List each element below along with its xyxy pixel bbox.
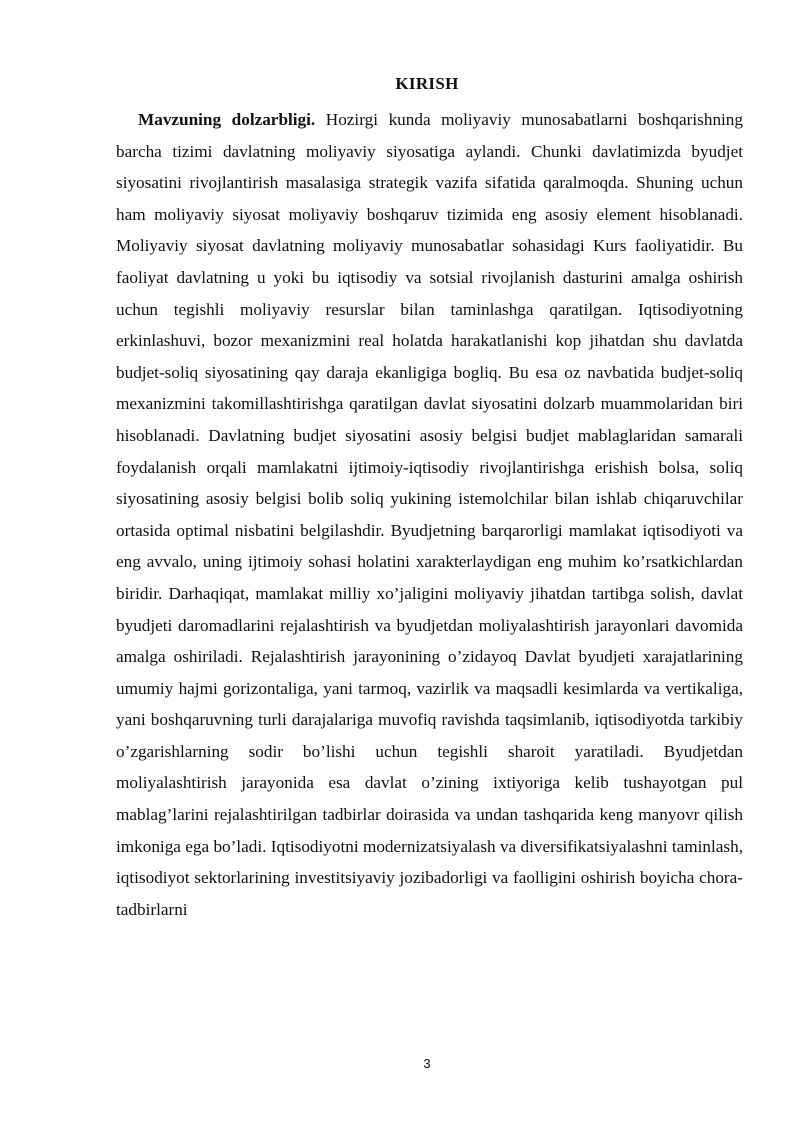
paragraph-lead: Mavzuning dolzarbligi. — [138, 110, 316, 129]
body-paragraph — [116, 104, 743, 925]
section-heading: KIRISH — [395, 74, 459, 93]
page-number: 3 — [423, 1056, 431, 1071]
paragraph-text: Hozirgi kunda moliyaviy munosabatlarni boshqarishning barcha tizimi davlatning moliyaviy siyosatiga aylandi. Chunki davlatimizda byudjet siyosatini rivojlantirish masalasiga strategik vazifa sifatida qaralmoqda. Shuning uchun ham moliyaviy siyosat moliyaviy boshqaruv tizimida eng asosiy element hisoblanadi. Moliyaviy siyosat davlatning moliyaviy munosabatlar sohasidagi Kurs faoliyatidir. Bu faoliyat davlatning u yoki bu iqtisodiy va sotsial rivojlanish dasturini amalga oshirish uchun tegishli moliyaviy resurslar bilan taminlashga qaratilgan. Iqtisodiyotning erkinlashuvi, bozor mexanizmini real holatda harakatlanishi kop jihatdan shu davlatda budjet-soliq siyosatining qay daraja ekanligiga bogliq. Bu esa oz navbatida budjet-soliq mexanizmini takomillashtirishga qaratilgan davlat siyosatini dolzarb muammolaridan biri hisoblanadi. Davlatning budjet siyosatini asosiy belgisi budjet mablaglaridan samarali foydalanish orqali mamlakatni ijtimoiy-iqtisodiy rivojlantirishga erishish bolsa, soliq siyosatining asosiy belgisi bolib soliq yukining istemolchilar bilan ishlab chiqaruvchilar ortasida optimal nisbatini belgilashdir. Byudjetning barqarorligi mamlakat iqtisodiyoti va eng avvalo, uning ijtimoiy sohasi holatini xarakterlaydigan eng muhim ko’rsatkichlardan biridir. Darhaqiqat, mamlakat milliy xo’jaligini moliyaviy jihatdan tartibga solish, davlat byudjeti daromadlarini rejalashtirish va byudjetdan moliyalashtirish jarayonlari davomida amalga oshiriladi. Rejalashtirish jarayonining o’zidayoq Davlat byudjeti xarajatlarining umumiy hajmi gorizontaliga, yani tarmoq, vazirlik va maqsadli kesimlarda va vertikaliga, yani boshqaruvning turli darajalariga muvofiq ravishda taqsimlanib, iqtisodiyotda tarkibiy o’zgarishlarning sodir bo’lishi uchun tegishli sharoit yaratiladi. Byudjetdan moliyalashtirish jarayonida esa davlat o’zining ixtiyoriga kelib tushayotgan pul mablag’larini rejalashtirilgan tadbirlar doirasida va undan tashqarida keng manyovr qilish imkoniga ega bo’ladi. Iqtisodiyotni modernizatsiyalash va diversifikatsiyalashni taminlash, iqtisodiyot sektorlarining investitsiyaviy jozibadorligi va faolligini oshirish boyicha chora-tadbirlarni — [116, 110, 743, 919]
